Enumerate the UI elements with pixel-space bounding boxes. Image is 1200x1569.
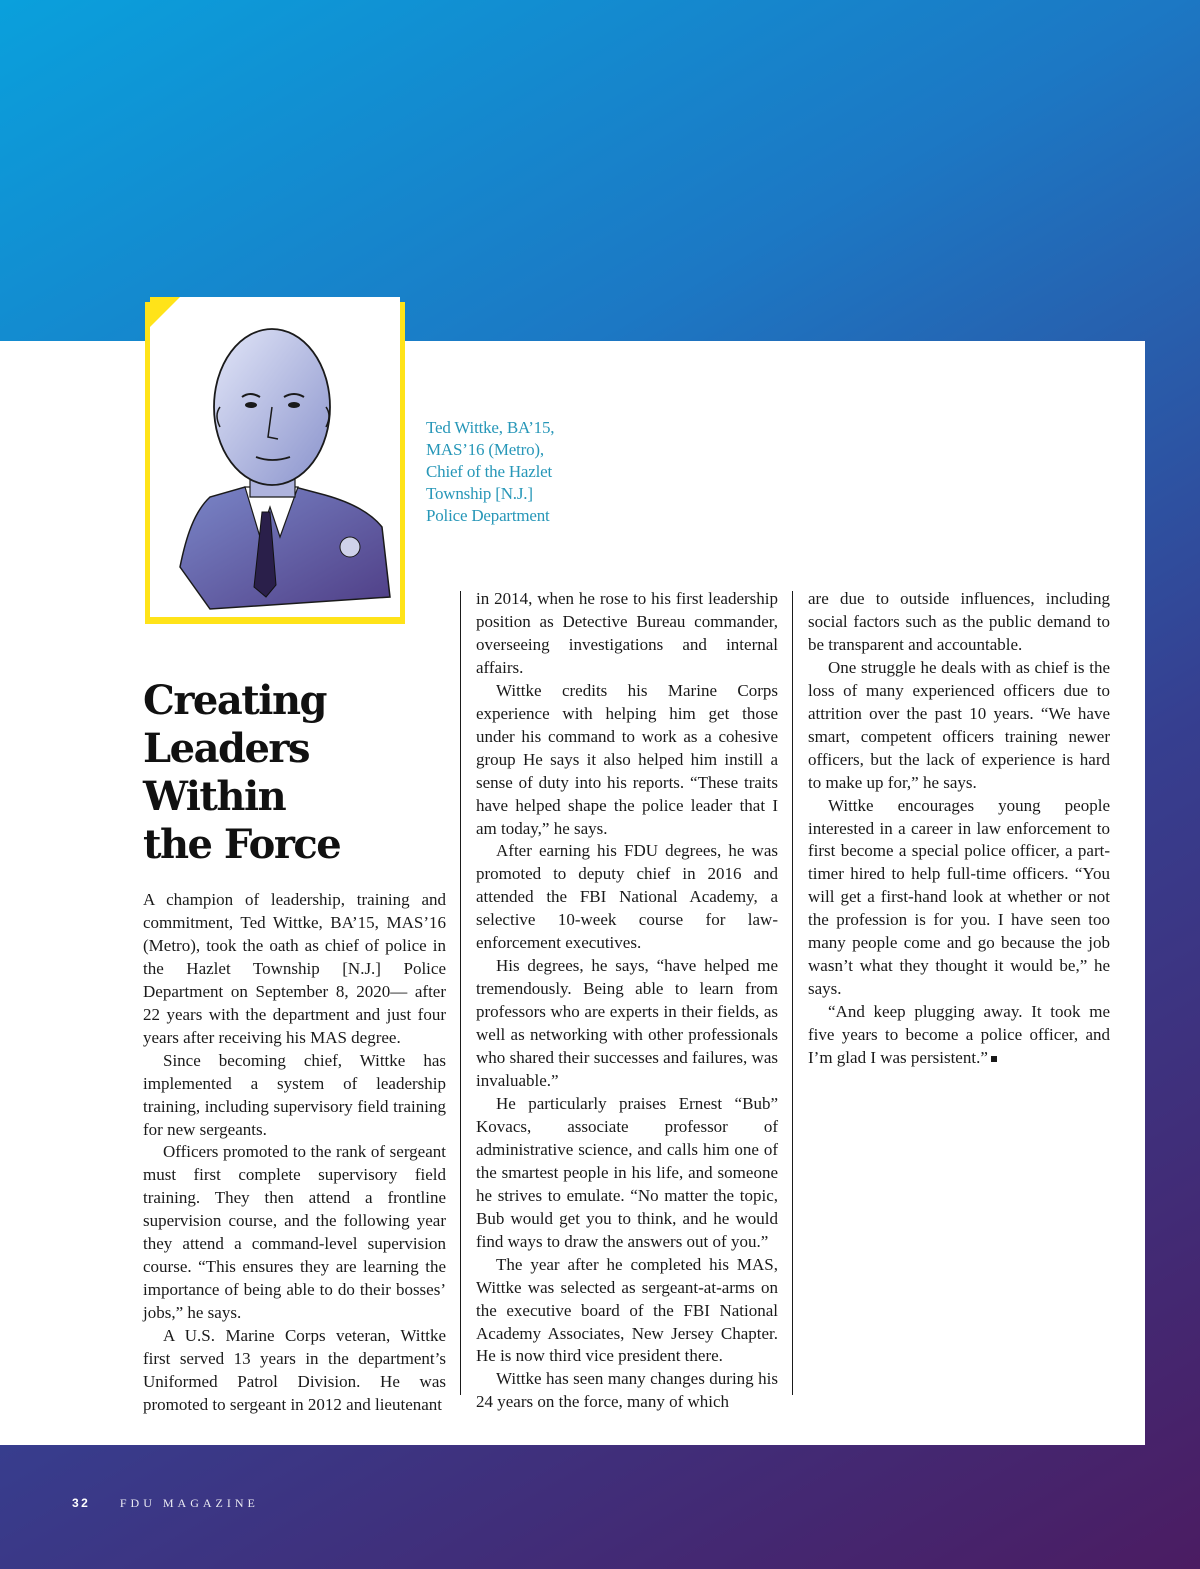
caption-line: Chief of the Hazlet [426,462,553,481]
paragraph: After earning his FDU degrees, he was promoted to deputy chief in 2016 and attended the FBI National Academy, a selective 10-week course for law-enforcement executives. [476,841,778,953]
page-number: 32 [72,1496,91,1510]
paragraph: His degrees, he says, “have helped me tremendously. Being able to learn from professors who are experts in their fields, as well as networking with other professionals who shared their successes and failures, was invaluable.” [476,956,778,1091]
final-paragraph-text: “And keep plugging away. It took me five years to become a police officer, and I’m glad I was persistent.” [808,1002,1110,1068]
title-line: Creating [143,677,326,724]
paragraph: Officers promoted to the rank of sergeant must first complete supervisory field training. They then attend a frontline supervision course, and the following year they attend a command-level supervision course. “This ensures they are learning the importance of being able to do their bosses’ jobs,” he says. [143,1142,446,1323]
paragraph: A U.S. Marine Corps veteran, Wittke first served 13 years in the department’s Uniformed Patrol Division. He was promoted to sergeant in 2012 and lieutenant [143,1326,446,1414]
caption-line: Township [N.J.] [426,484,533,503]
paragraph: are due to outside influences, including social factors such as the public demand to be transparent and accountable. [808,589,1110,654]
portrait-frame [145,302,405,624]
square-end-mark-icon [991,1056,997,1062]
article-title [143,677,433,869]
paragraph: A champion of leadership, training and commitment, Ted Wittke, BA’15, MAS’16 (Metro), took the oath as chief of police in the Hazlet Township [N.J.] Police Department on September 8, 2020— after 22 years with the department and just four years after receiving his MAS degree. [143,890,446,1047]
body-column-2 [476,588,778,1414]
paragraph: Since becoming chief, Wittke has implemented a system of leadership training, including supervisory field training for new sergeants. [143,1050,446,1139]
body-column-1 [143,889,446,1417]
paragraph: One struggle he deals with as chief is the loss of many experienced officers due to attrition over the past 10 years. “We have smart, competent officers training newer officers, but the lack of experience is hard to make up for,” he says. [808,657,1110,792]
title-line: Leaders [143,725,310,772]
page-footer [72,1496,259,1511]
portrait-card [150,297,400,617]
column-rule [460,591,461,1395]
body-column-3 [808,588,1110,1070]
paragraph: He particularly praises Ernest “Bub” Kovacs, associate professor of administrative science, and calls him one of the smartest people in his life, and someone he strives to emulate. “No matter the topic, Bub would get you to think, and he would find ways to draw the answers out of you.” [476,1093,778,1251]
magazine-name: FDU MAGAZINE [119,1496,259,1510]
portrait-illustration [150,297,400,617]
caption-line: Police Department [426,506,550,525]
caption-line: Ted Wittke, BA’15, [426,418,555,437]
final-paragraph [808,1001,1110,1070]
column-rule [792,591,793,1395]
title-line: the Force [143,821,341,868]
caption-line: MAS’16 (Metro), [426,440,544,459]
paragraph: Wittke encourages young people interested in a career in law enforcement to first become a special police officer, a part-timer hired to help full-time officers. “You will get a first-hand look at whether or not the profession is for you. I have seen too many people come and go because the job wasn’t what they thought it would be,” he says. [808,795,1110,999]
paragraph: in 2014, when he rose to his first leadership position as Detective Bureau commander, overseeing investigations and internal affairs. [476,589,778,677]
portrait-caption [426,417,626,527]
paragraph: Wittke has seen many changes during his 24 years on the force, many of which [476,1369,778,1412]
title-line: Within [143,773,286,820]
paragraph: Wittke credits his Marine Corps experience with helping him get those under his command to work as a cohesive group He says it also helped him instill a sense of duty into his reports. “These traits have helped shape the police leader that I am today,” he says. [476,680,778,838]
paragraph: The year after he completed his MAS, Wittke was selected as sergeant-at-arms on the executive board of the FBI National Academy Associates, New Jersey Chapter. He is now third vice president there. [476,1254,778,1366]
